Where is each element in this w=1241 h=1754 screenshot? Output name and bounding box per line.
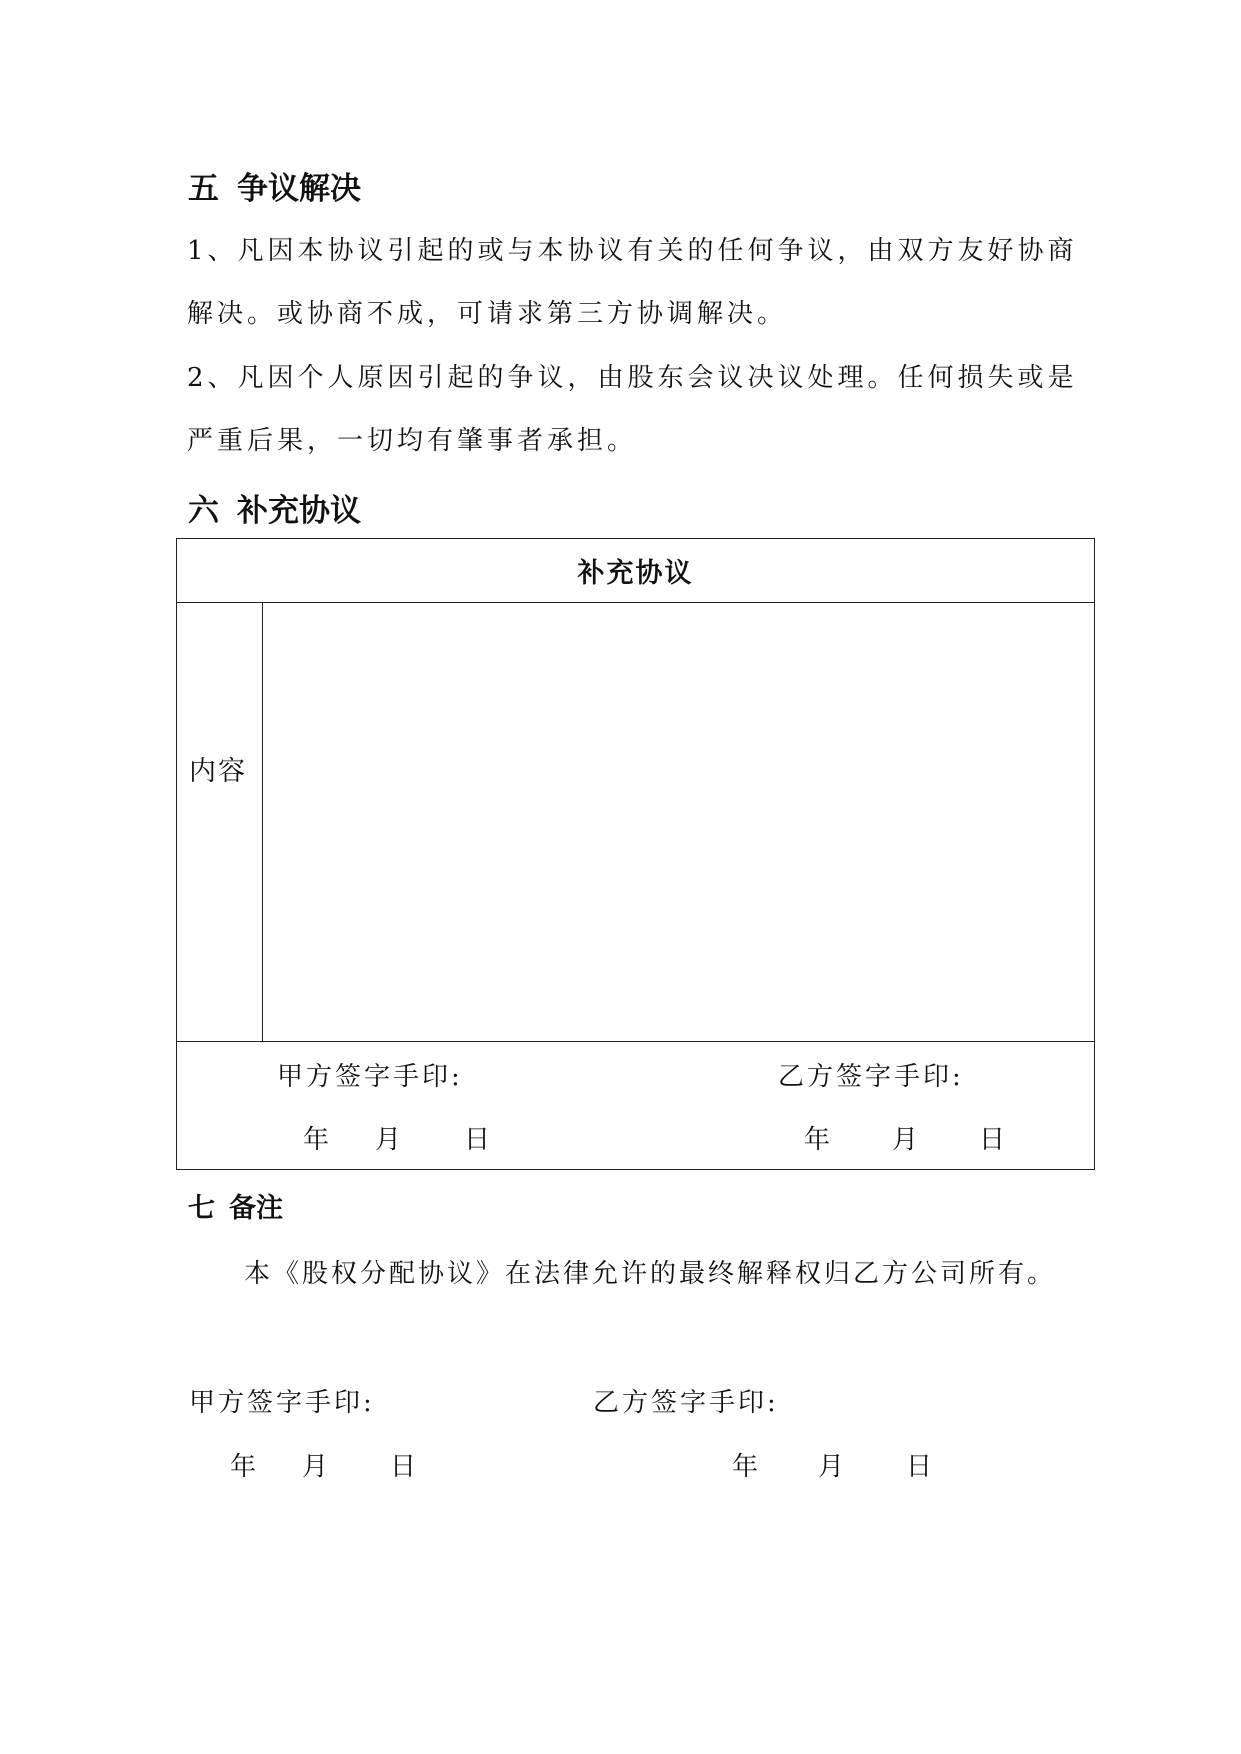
section-6-heading [188, 485, 361, 530]
table-party-b-month: 月 [892, 1125, 919, 1155]
table-party-a-day: 日 [464, 1125, 491, 1155]
section-7-heading [188, 1186, 283, 1225]
section-6-number: 六 [188, 493, 219, 529]
table-party-a-month: 月 [375, 1125, 402, 1155]
supplementary-agreement-table [176, 538, 1095, 1170]
section-6-title: 补充协议 [237, 493, 361, 529]
content-label: 内容 [189, 756, 247, 787]
footer-party-a-month: 月 [302, 1452, 329, 1482]
section-7-text: 本《股权分配协议》在法律允许的最终解释权归乙方公司所有。 [244, 1259, 1057, 1289]
section-5-title: 争议解决 [237, 171, 361, 207]
section-7-number: 七 [188, 1193, 215, 1224]
table-party-b-year: 年 [804, 1125, 831, 1155]
section-5-heading [188, 163, 361, 208]
section-5-p2-line2: 严重后果，一切均有肇事者承担。 [187, 426, 638, 456]
table-party-a-signature[interactable]: 甲方签字手印: [277, 1062, 463, 1092]
footer-party-a-day: 日 [390, 1452, 417, 1482]
table-party-b-signature[interactable]: 乙方签字手印: [778, 1062, 964, 1092]
table-content-row [177, 603, 1094, 1042]
section-5-p1-line1: 1、凡因本协议引起的或与本协议有关的任何争议，由双方友好协商 [187, 236, 1078, 266]
table-party-b-day: 日 [979, 1125, 1006, 1155]
footer-party-b-year: 年 [732, 1452, 759, 1482]
footer-party-a-signature[interactable]: 甲方签字手印: [189, 1388, 375, 1418]
table-party-a-year: 年 [303, 1125, 330, 1155]
table-title: 补充协议 [577, 558, 694, 589]
table-title-row [177, 539, 1094, 603]
footer-party-b-month: 月 [818, 1452, 845, 1482]
section-5-p1-line2: 解决。或协商不成，可请求第三方协调解决。 [187, 299, 788, 329]
footer-party-b-signature[interactable]: 乙方签字手印: [593, 1388, 779, 1418]
content-field[interactable] [263, 603, 1094, 1041]
section-5-number: 五 [188, 171, 219, 207]
section-5-p2-line1: 2、凡因个人原因引起的争议，由股东会议决议处理。任何损失或是 [187, 363, 1078, 393]
footer-party-b-day: 日 [906, 1452, 933, 1482]
content-label-cell [177, 603, 263, 1041]
section-7-title: 备注 [229, 1193, 283, 1224]
footer-party-a-year: 年 [230, 1452, 257, 1482]
table-signature-row [177, 1042, 1094, 1169]
